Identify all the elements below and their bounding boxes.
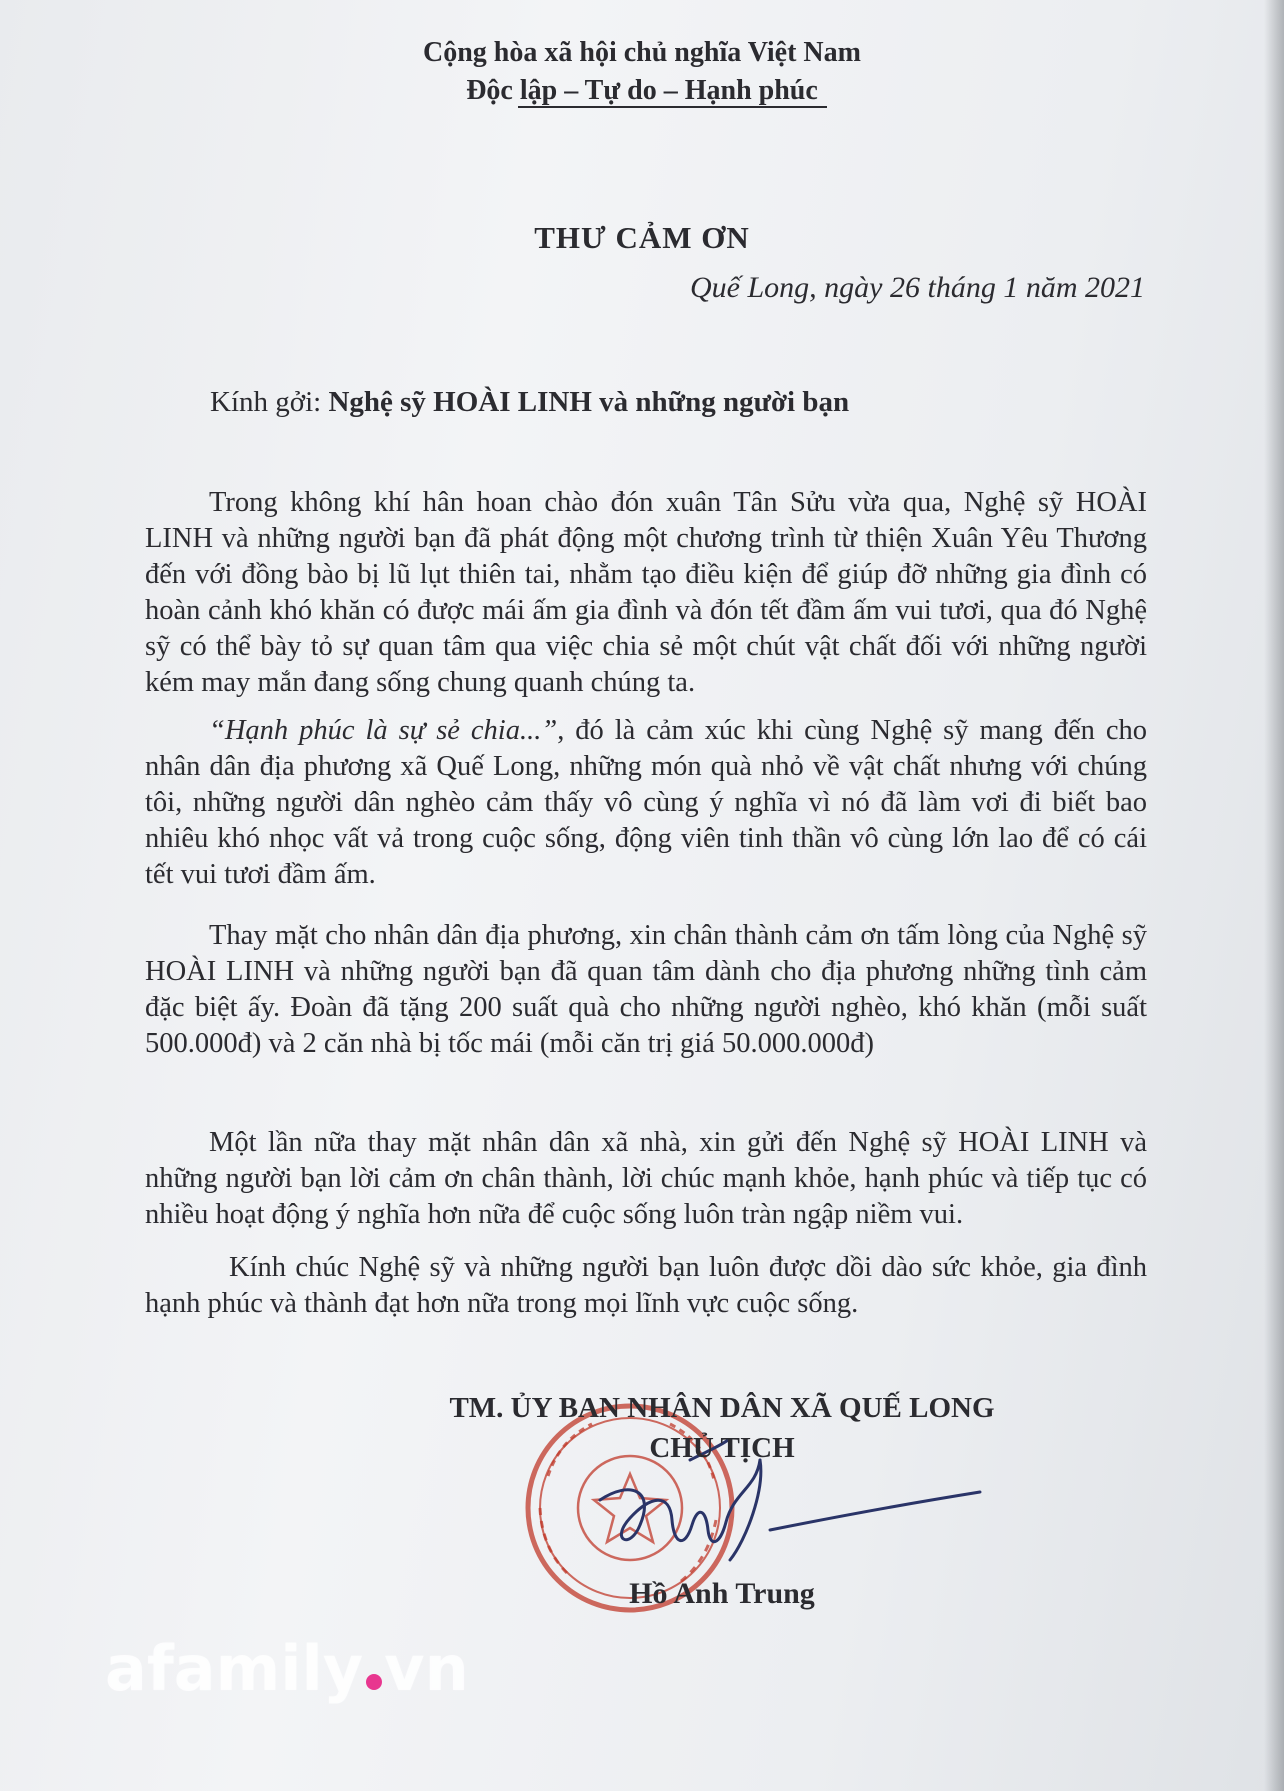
signature-role: CHỦ TỊCH [649,1432,795,1464]
letter-title: THƯ CẢM ƠN [534,220,750,255]
signer-name: Hồ Anh Trung [629,1577,815,1610]
paragraph-2-quote: “Hạnh phúc là sự sẻ chia...” [209,715,558,746]
motto-header: Độc lập – Tự do – Hạnh phúc [466,75,818,106]
recipient-name: Nghệ sỹ HOÀI LINH và những người bạn [328,386,850,418]
watermark-tld: vn [384,1632,469,1705]
paragraph-2-text: , đó là cảm xúc khi cùng Nghệ sỹ mang đến cho nhân dân địa phương xã Quế Long, những món quà nhỏ về vật chất nhưng với chúng tôi, những người dân nghèo cảm thấy vô cùng ý nghĩa vì nó đã làm vơi đi biết bao nhiêu khó nhọc vất vả trong cuộc sống, động viên tinh thần vô cùng lớn lao để có cái tết vui tươi đầm ấm. [145,715,1147,890]
letter-date: Quế Long, ngày 26 tháng 1 năm 2021 [690,271,1145,304]
watermark-dot-icon [366,1674,382,1690]
recipient-prefix: Kính gởi: [210,386,329,418]
paragraph-2 [145,713,1147,893]
signature-organization: TM. ỦY BAN NHÂN DÂN XÃ QUẾ LONG [449,1392,995,1424]
paragraph-1: Trong không khí hân hoan chào đón xuân Tân Sửu vừa qua, Nghệ sỹ HOÀI LINH và những người bạn đã phát động một chương trình từ thiện Xuân Yêu Thương đến với đồng bào bị lũ lụt thiên tai, nhằm tạo điều kiện để giúp đỡ những gia đình có hoàn cảnh khó khăn có được mái ấm gia đình và đón tết đầm ấm vui tươi, qua đó Nghệ sỹ có thể bày tỏ sự quan tâm qua việc chia sẻ một chút vật chất đối với những người kém may mắn đang sống chung quanh chúng ta. [145,487,1147,698]
paragraph-4: Một lần nữa thay mặt nhân dân xã nhà, xin gửi đến Nghệ sỹ HOÀI LINH và những người bạn lời cảm ơn chân thành, lời chúc mạnh khỏe, hạnh phúc và tiếp tục có nhiều hoạt động ý nghĩa hơn nữa để cuộc sống luôn tràn ngập niềm vui. [145,1127,1147,1230]
paragraph-5: Kính chúc Nghệ sỹ và những người bạn luôn được dồi dào sức khỏe, gia đình hạnh phúc và thành đạt hơn nữa trong mọi lĩnh vực cuộc sống. [145,1252,1147,1319]
republic-header: Cộng hòa xã hội chủ nghĩa Việt Nam [423,37,861,68]
recipient-line [210,384,849,420]
paragraph-3: Thay mặt cho nhân dân địa phương, xin chân thành cảm ơn tấm lòng của Nghệ sỹ HOÀI LINH và những người bạn đã quan tâm dành cho địa phương những tình cảm đặc biệt ấy. Đoàn đã tặng 200 suất quà cho những người nghèo, khó khăn (mỗi suất 500.000đ) và 2 căn nhà bị tốc mái (mỗi căn trị giá 50.000.000đ) [145,920,1147,1059]
watermark-brand: afamily [105,1632,364,1705]
motto-underline [518,106,827,108]
afamily-watermark [105,1632,469,1705]
